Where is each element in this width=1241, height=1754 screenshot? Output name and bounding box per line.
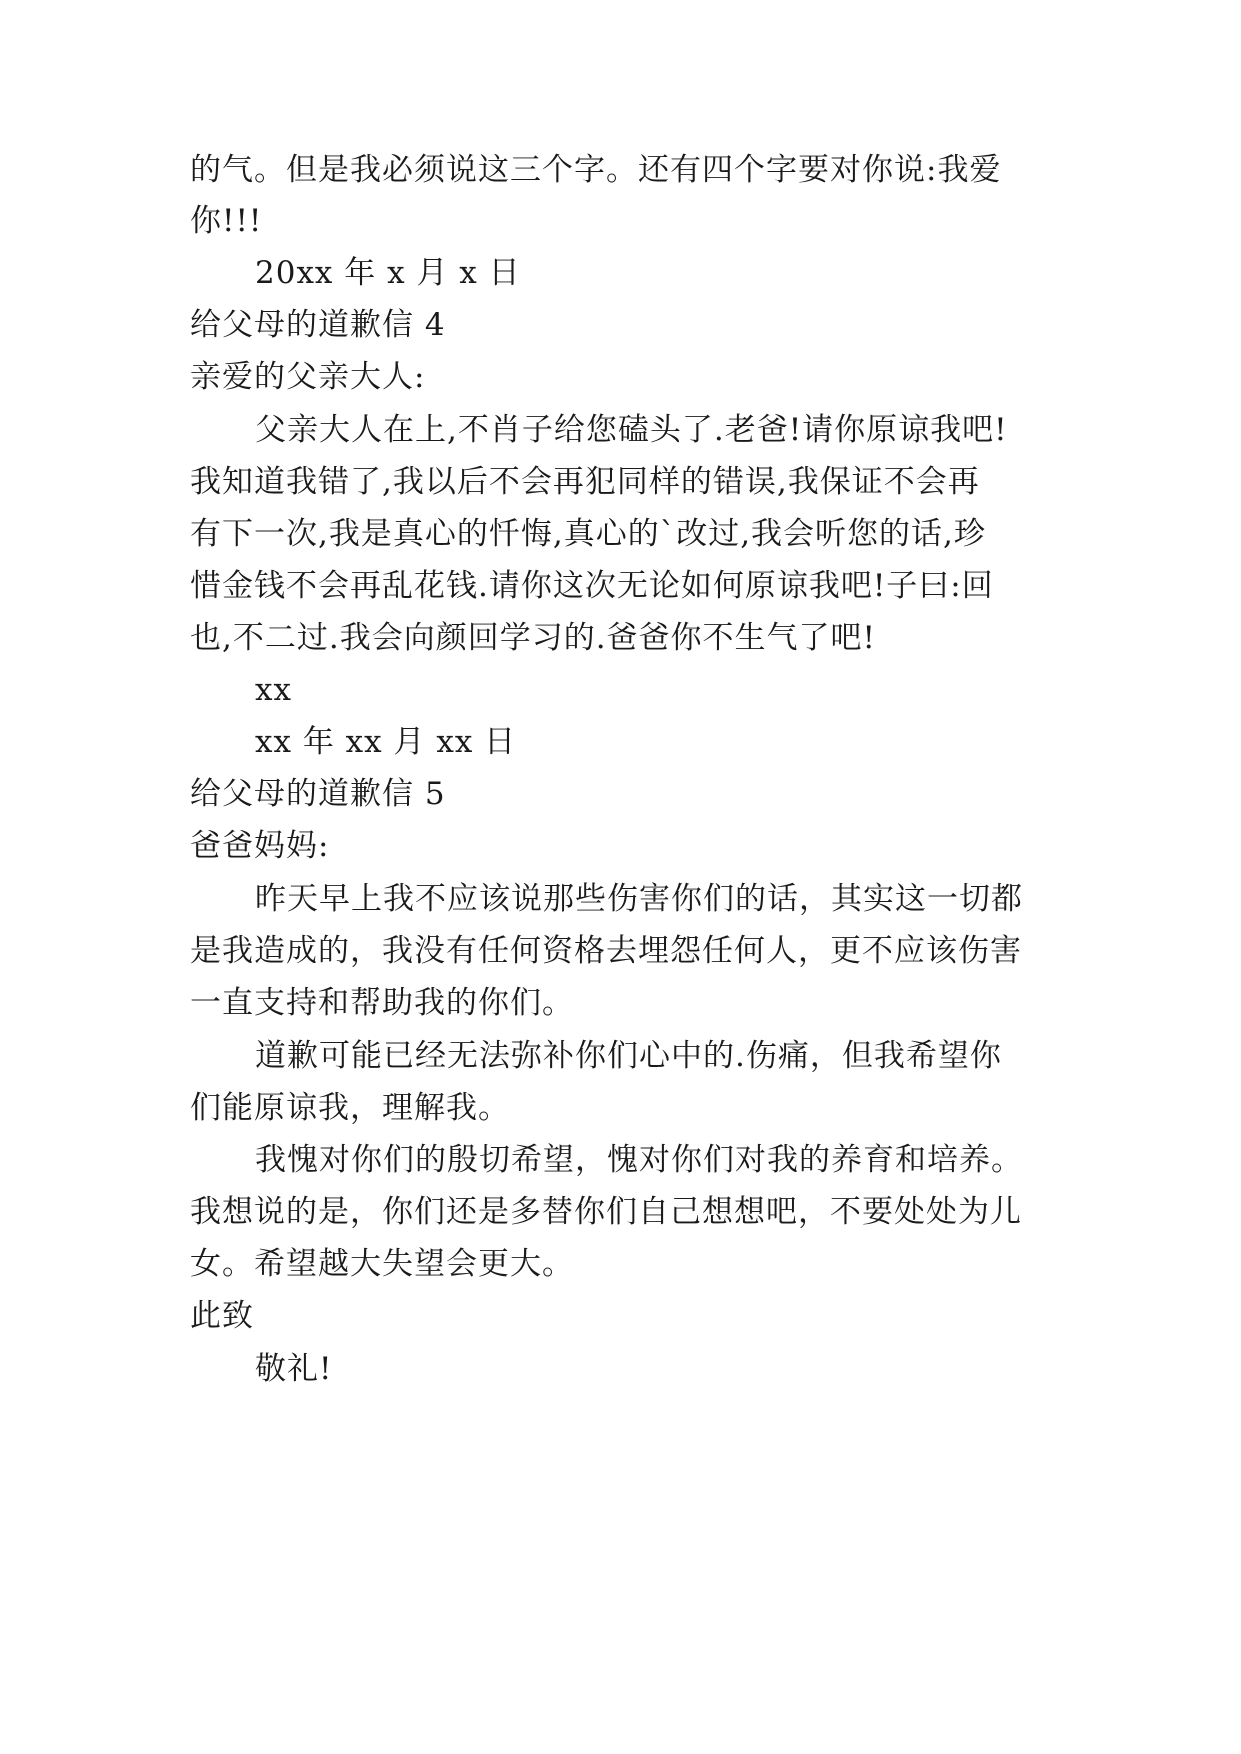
text-line: 有下一次,我是真心的忏悔,真心的`改过,我会听您的话,珍: [190, 516, 986, 552]
signature: xx: [255, 672, 292, 708]
text-line: 我想说的是，你们还是多替你们自己想想吧，不要处处为儿: [190, 1194, 1022, 1230]
salutation: 爸爸妈妈:: [190, 828, 330, 864]
text-line: 女。希望越大失望会更大。: [190, 1246, 574, 1282]
section-title: 给父母的道歉信 4: [190, 307, 446, 343]
date-line: 20xx 年 x 月 x 日: [255, 255, 521, 291]
closing-salute: 敬礼!: [255, 1351, 333, 1387]
text-line: 道歉可能已经无法弥补你们心中的.伤痛，但我希望你: [255, 1038, 1002, 1074]
date-line: xx 年 xx 月 xx 日: [255, 724, 517, 760]
text-line: 我知道我错了,我以后不会再犯同样的错误,我保证不会再: [190, 464, 980, 500]
salutation: 亲爱的父亲大人:: [190, 359, 426, 395]
closing: 此致: [190, 1298, 254, 1334]
text-line: 你!!!: [190, 203, 263, 239]
text-line: 我愧对你们的殷切希望，愧对你们对我的养育和培养。: [255, 1142, 1023, 1178]
text-line: 一直支持和帮助我的你们。: [190, 985, 574, 1021]
text-line: 是我造成的，我没有任何资格去埋怨任何人，更不应该伤害: [190, 933, 1022, 969]
text-line: 惜金钱不会再乱花钱.请你这次无论如何原谅我吧!子曰:回: [190, 568, 994, 604]
text-line: 也,不二过.我会向颜回学习的.爸爸你不生气了吧!: [190, 620, 877, 656]
text-line: 父亲大人在上,不肖子给您磕头了.老爸!请你原谅我吧!: [255, 412, 1008, 448]
text-line: 们能原谅我，理解我。: [190, 1090, 510, 1126]
text-line: 的气。但是我必须说这三个字。还有四个字要对你说:我爱: [190, 152, 1002, 188]
section-title: 给父母的道歉信 5: [190, 776, 446, 812]
text-line: 昨天早上我不应该说那些伤害你们的话，其实这一切都: [255, 881, 1023, 917]
